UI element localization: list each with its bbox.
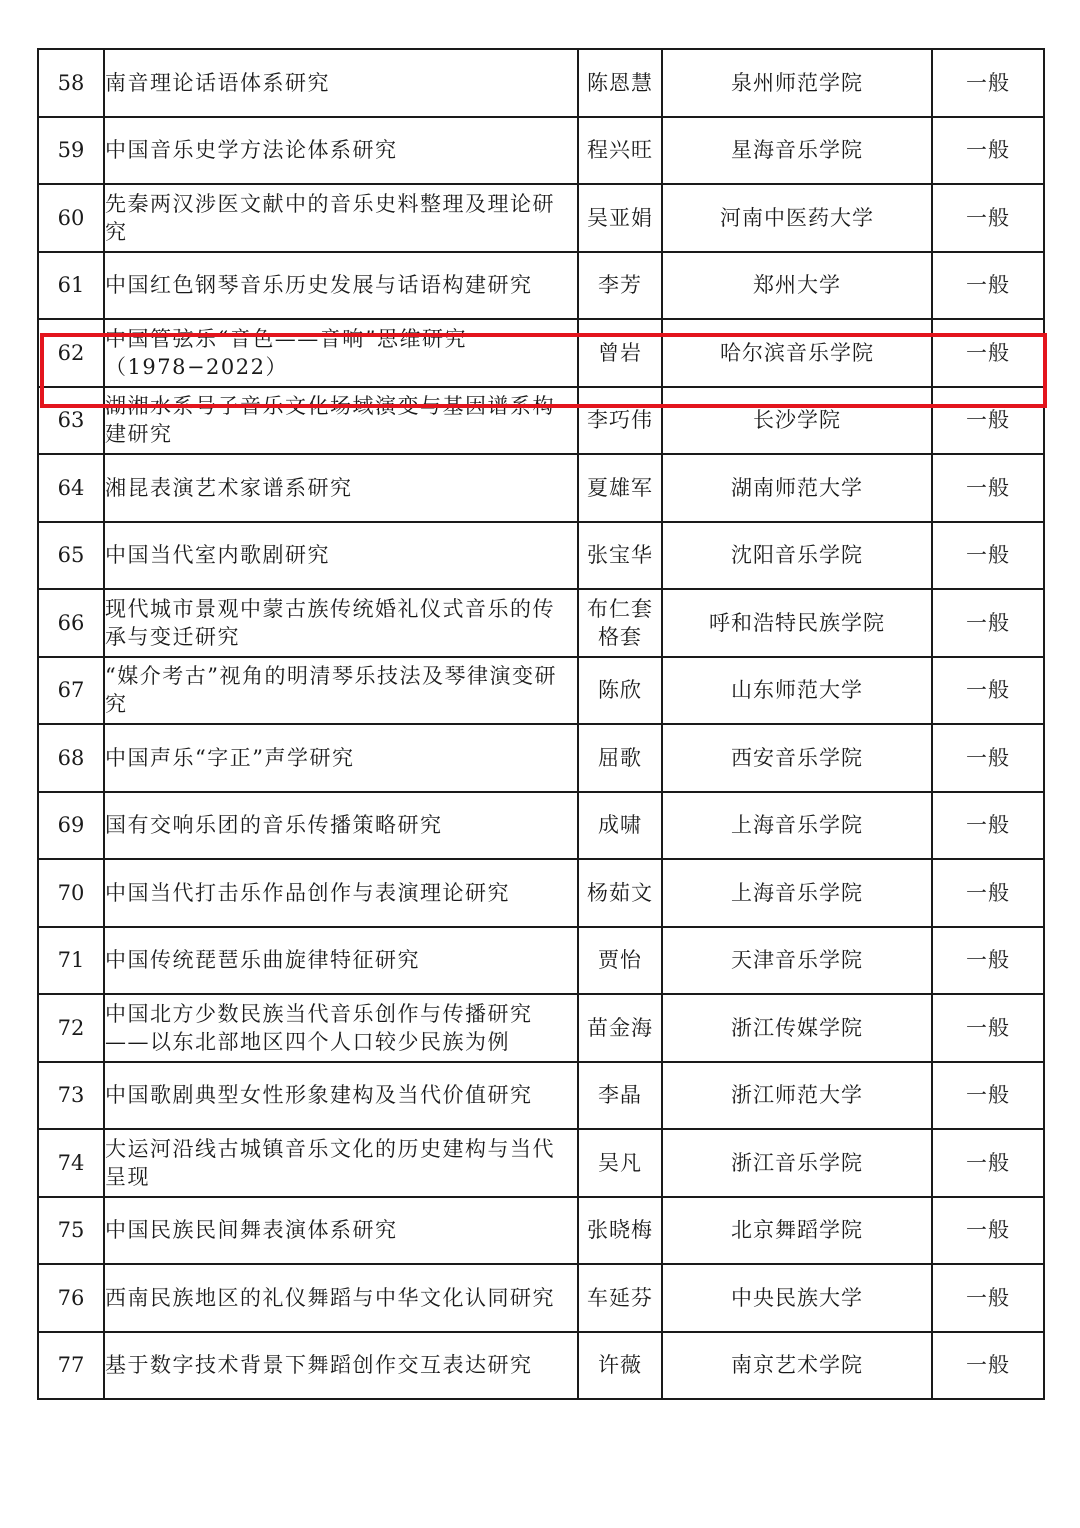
institution: 长沙学院 — [662, 387, 932, 455]
researcher-cell — [578, 252, 662, 320]
project-level: 一般 — [932, 589, 1044, 657]
project-table-container — [37, 48, 1043, 1400]
table-row — [38, 454, 1044, 522]
project-title: “媒介考古”视角的明清琴乐技法及琴律演变研究 — [104, 657, 578, 725]
project-level: 一般 — [932, 1197, 1044, 1265]
institution: 哈尔滨音乐学院 — [662, 319, 932, 387]
project-title: 西南民族地区的礼仪舞蹈与中华文化认同研究 — [104, 1264, 578, 1332]
table-row — [38, 1062, 1044, 1130]
researcher-cell — [578, 184, 662, 252]
researcher-name: 布仁套格套 — [587, 596, 653, 649]
institution: 上海音乐学院 — [662, 859, 932, 927]
researcher-cell — [578, 387, 662, 455]
researcher-name: 李巧伟 — [587, 408, 653, 433]
institution: 郑州大学 — [662, 252, 932, 320]
institution: 星海音乐学院 — [662, 117, 932, 185]
row-number: 68 — [38, 724, 104, 792]
project-level: 一般 — [932, 792, 1044, 860]
institution: 浙江音乐学院 — [662, 1129, 932, 1197]
table-row — [38, 994, 1044, 1062]
researcher-name: 张晓梅 — [587, 1218, 653, 1243]
project-level: 一般 — [932, 319, 1044, 387]
institution: 河南中医药大学 — [662, 184, 932, 252]
institution: 西安音乐学院 — [662, 724, 932, 792]
researcher-cell — [578, 589, 662, 657]
row-number: 73 — [38, 1062, 104, 1130]
researcher-cell — [578, 657, 662, 725]
project-level: 一般 — [932, 49, 1044, 117]
project-level: 一般 — [932, 927, 1044, 995]
project-level: 一般 — [932, 859, 1044, 927]
project-title: 中国当代室内歌剧研究 — [104, 522, 578, 590]
researcher-cell — [578, 1062, 662, 1130]
researcher-name: 屈歌 — [598, 745, 642, 770]
project-level: 一般 — [932, 184, 1044, 252]
project-title: 先秦两汉涉医文献中的音乐史料整理及理论研究 — [104, 184, 578, 252]
project-level: 一般 — [932, 522, 1044, 590]
table-row — [38, 859, 1044, 927]
project-table — [37, 48, 1045, 1400]
row-number: 75 — [38, 1197, 104, 1265]
project-level: 一般 — [932, 252, 1044, 320]
researcher-name: 车延芬 — [587, 1285, 653, 1310]
row-number: 70 — [38, 859, 104, 927]
researcher-name: 杨茹文 — [587, 880, 653, 905]
project-level: 一般 — [932, 117, 1044, 185]
institution: 泉州师范学院 — [662, 49, 932, 117]
project-level: 一般 — [932, 1129, 1044, 1197]
researcher-name: 成啸 — [598, 813, 642, 838]
institution: 天津音乐学院 — [662, 927, 932, 995]
researcher-cell — [578, 117, 662, 185]
project-title: 南音理论话语体系研究 — [104, 49, 578, 117]
project-level: 一般 — [932, 994, 1044, 1062]
row-number: 67 — [38, 657, 104, 725]
researcher-name: 李晶 — [598, 1083, 642, 1108]
table-row — [38, 927, 1044, 995]
researcher-name: 苗金海 — [587, 1015, 653, 1040]
table-row — [38, 1197, 1044, 1265]
table-row — [38, 657, 1044, 725]
project-title: 中国当代打击乐作品创作与表演理论研究 — [104, 859, 578, 927]
researcher-name: 贾怡 — [598, 948, 642, 973]
institution: 湖南师范大学 — [662, 454, 932, 522]
institution: 北京舞蹈学院 — [662, 1197, 932, 1265]
table-row-highlighted — [38, 319, 1044, 387]
project-title: 中国管弦乐“音色——音响”思维研究（1978−2022） — [104, 319, 578, 387]
researcher-cell — [578, 994, 662, 1062]
table-row — [38, 1332, 1044, 1400]
row-number: 71 — [38, 927, 104, 995]
researcher-cell — [578, 454, 662, 522]
researcher-cell — [578, 859, 662, 927]
project-title: 中国民族民间舞表演体系研究 — [104, 1197, 578, 1265]
researcher-cell — [578, 1264, 662, 1332]
table-row — [38, 117, 1044, 185]
table-row — [38, 387, 1044, 455]
row-number: 62 — [38, 319, 104, 387]
project-level: 一般 — [932, 657, 1044, 725]
project-title: 中国传统琵琶乐曲旋律特征研究 — [104, 927, 578, 995]
table-row — [38, 1264, 1044, 1332]
project-title: 大运河沿线古城镇音乐文化的历史建构与当代呈现 — [104, 1129, 578, 1197]
table-row — [38, 522, 1044, 590]
table-row — [38, 724, 1044, 792]
table-row — [38, 1129, 1044, 1197]
researcher-name: 许薇 — [598, 1353, 642, 1378]
institution: 浙江传媒学院 — [662, 994, 932, 1062]
project-title: 中国歌剧典型女性形象建构及当代价值研究 — [104, 1062, 578, 1130]
row-number: 65 — [38, 522, 104, 590]
row-number: 66 — [38, 589, 104, 657]
researcher-cell — [578, 1197, 662, 1265]
row-number: 63 — [38, 387, 104, 455]
researcher-cell — [578, 522, 662, 590]
row-number: 72 — [38, 994, 104, 1062]
table-row — [38, 792, 1044, 860]
row-number: 61 — [38, 252, 104, 320]
researcher-name: 吴亚娟 — [587, 205, 653, 230]
row-number: 59 — [38, 117, 104, 185]
institution: 上海音乐学院 — [662, 792, 932, 860]
project-level: 一般 — [932, 454, 1044, 522]
project-title: 中国北方少数民族当代音乐创作与传播研究——以东北部地区四个人口较少民族为例 — [104, 994, 578, 1062]
row-number: 58 — [38, 49, 104, 117]
table-row — [38, 589, 1044, 657]
researcher-name: 曾岩 — [598, 340, 642, 365]
institution: 沈阳音乐学院 — [662, 522, 932, 590]
researcher-cell — [578, 49, 662, 117]
institution: 南京艺术学院 — [662, 1332, 932, 1400]
researcher-name: 夏雄军 — [587, 475, 653, 500]
project-level: 一般 — [932, 1332, 1044, 1400]
project-title: 国有交响乐团的音乐传播策略研究 — [104, 792, 578, 860]
institution: 浙江师范大学 — [662, 1062, 932, 1130]
researcher-name: 陈恩慧 — [587, 70, 653, 95]
researcher-name: 吴凡 — [598, 1150, 642, 1175]
researcher-name: 程兴旺 — [587, 138, 653, 163]
institution: 呼和浩特民族学院 — [662, 589, 932, 657]
row-number: 76 — [38, 1264, 104, 1332]
researcher-cell — [578, 724, 662, 792]
institution: 中央民族大学 — [662, 1264, 932, 1332]
row-number: 69 — [38, 792, 104, 860]
project-title: 现代城市景观中蒙古族传统婚礼仪式音乐的传承与变迁研究 — [104, 589, 578, 657]
table-row — [38, 252, 1044, 320]
project-level: 一般 — [932, 387, 1044, 455]
row-number: 64 — [38, 454, 104, 522]
institution: 山东师范大学 — [662, 657, 932, 725]
researcher-cell — [578, 1332, 662, 1400]
project-level: 一般 — [932, 1264, 1044, 1332]
row-number: 77 — [38, 1332, 104, 1400]
project-title: 基于数字技术背景下舞蹈创作交互表达研究 — [104, 1332, 578, 1400]
row-number: 74 — [38, 1129, 104, 1197]
project-level: 一般 — [932, 1062, 1044, 1130]
researcher-name: 李芳 — [598, 273, 642, 298]
researcher-name: 张宝华 — [587, 543, 653, 568]
project-title: 中国音乐史学方法论体系研究 — [104, 117, 578, 185]
project-title: 湖湘水系号子音乐文化场域演变与基因谱系构建研究 — [104, 387, 578, 455]
table-row — [38, 184, 1044, 252]
researcher-cell — [578, 927, 662, 995]
table-row — [38, 49, 1044, 117]
researcher-cell — [578, 792, 662, 860]
project-title: 中国红色钢琴音乐历史发展与话语构建研究 — [104, 252, 578, 320]
project-title: 中国声乐“字正”声学研究 — [104, 724, 578, 792]
researcher-cell — [578, 319, 662, 387]
project-title: 湘昆表演艺术家谱系研究 — [104, 454, 578, 522]
researcher-cell — [578, 1129, 662, 1197]
project-level: 一般 — [932, 724, 1044, 792]
row-number: 60 — [38, 184, 104, 252]
researcher-name: 陈欣 — [598, 678, 642, 703]
